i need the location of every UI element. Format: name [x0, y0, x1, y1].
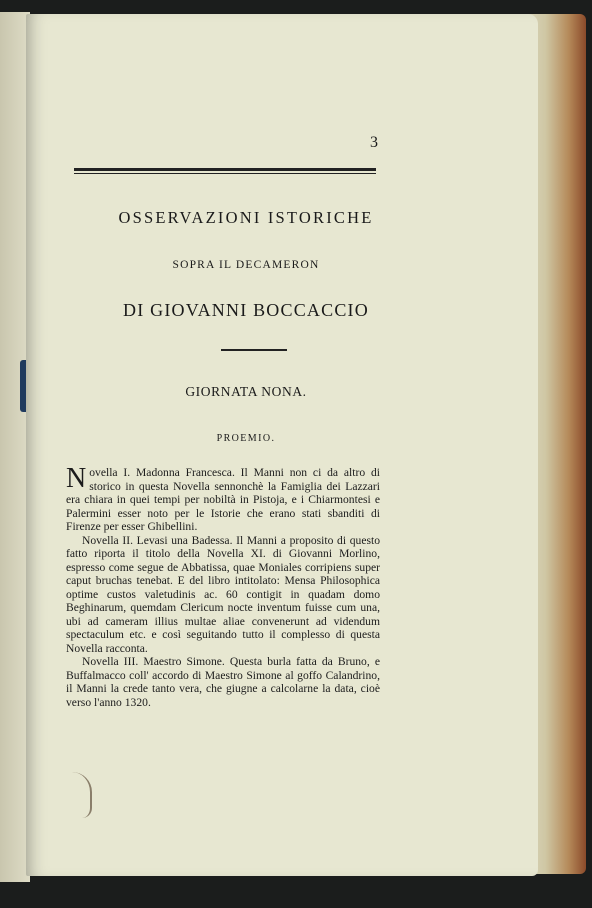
drop-cap: N	[66, 463, 87, 494]
paragraph-3: Novella III. Maestro Simone. Questa burla fatta da Bruno, e Buffalmacco coll' accordo di Maestro Simone al goffo Calandrino, il Manni la crede tanto vera, che giugne a calcolarne la data, cioè verso l'anno 1320.	[66, 655, 380, 709]
author-line: DI GIOVANNI BOCCACCIO	[123, 300, 369, 320]
paragraph-text: ovella I. Madonna Francesca. Il Manni non ci da altro di storico in questa Novella sennonchè la Famiglia dei Lazzari era chiara in quei tempi per nobiltà in Pistoja, e i Chiarmontesi e Palermini esser noto per le Istorie che erano stati sbanditi di Firenze per esser Ghibellini.	[66, 466, 380, 533]
body-text	[66, 463, 380, 709]
proemio-heading: PROEMIO.	[216, 433, 276, 444]
paragraph-2: Novella II. Levasi una Badessa. Il Manni a proposito di questo fatto riporta il titolo della Novella XI. di Giovanni Morlino, espresso come segue de Abbatissa, quae Moniales corripiens super caput bruchas tenebat. E del libro intitolato: Mensa Philosophica optime custos valetudinis ac. 60 contigit in quadam domo Beghinarum, quemdam Clericum nocte inventum fuisse cum una, ubi ad cameram illius multae aliae convenerunt ad videndum spectaculum etc. e così seguitando tutto il complesso di questa Novella racconta.	[66, 533, 380, 655]
page-number: 3	[370, 134, 378, 151]
page-title: OSSERVAZIONI ISTORICHE	[118, 208, 374, 227]
page-subtitle: SOPRA IL DECAMERON	[172, 259, 320, 271]
book-page	[26, 14, 538, 876]
paragraph-1	[66, 463, 380, 534]
section-title: GIORNATA NONA.	[185, 384, 307, 399]
title-divider	[221, 349, 287, 351]
header-rule	[74, 168, 376, 174]
page-stain	[62, 772, 92, 818]
